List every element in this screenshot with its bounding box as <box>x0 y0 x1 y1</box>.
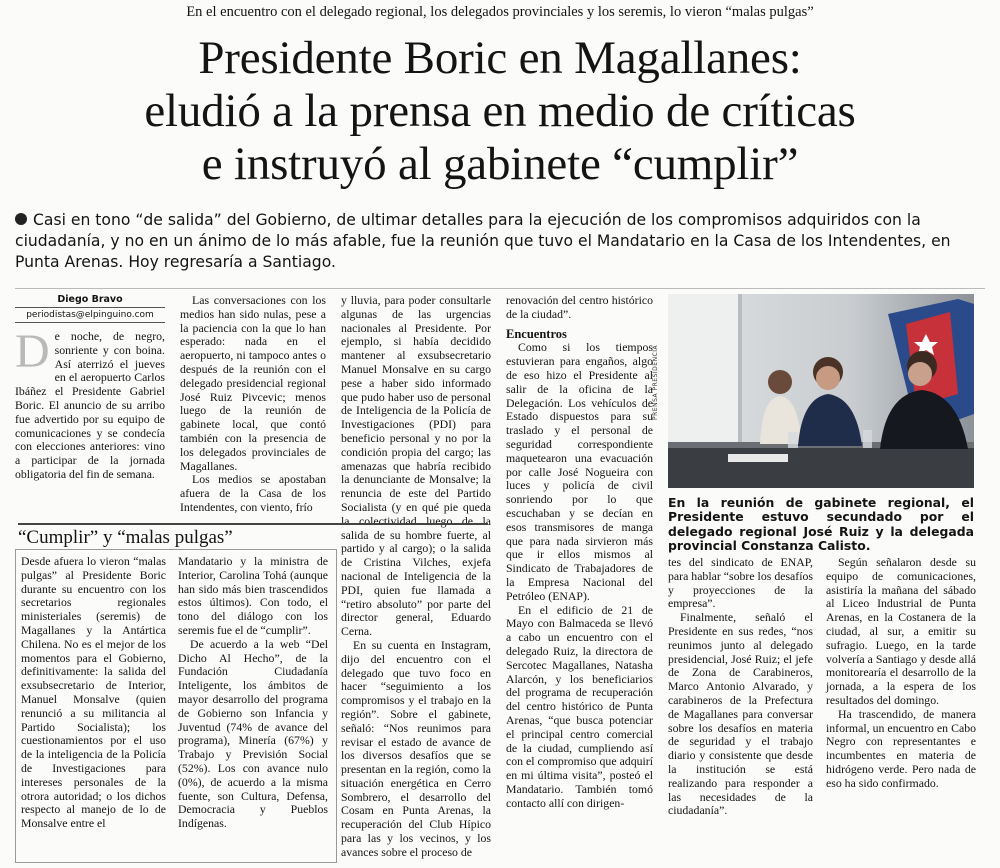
headline-line-3: e instruyó al gabinete “cumplir” <box>201 138 799 190</box>
col2-paragraph-2: Los medios se apostaban afuera de la Casa de los Intendentes, con viento, frío <box>180 472 326 514</box>
box-right-paragraph-1: Mandatario y la ministra de Interior, Carolina Tohá (aunque han sido más bien trascendidos estos últimos). Con todo, el tono del diálogo con los seremis fue el de “cumplir”. <box>178 554 328 637</box>
col4-paragraph-1: renovación del centro histórico de la ciudad”. <box>506 293 653 321</box>
section-divider <box>15 288 985 289</box>
headline-line-2: eludió a la prensa en medio de críticas <box>144 85 856 137</box>
drop-cap: D <box>15 325 50 378</box>
box-column-left <box>21 555 166 831</box>
lead-paragraph <box>15 210 985 273</box>
kicker: En el encuentro con el delegado regional, los delegados provinciales y los seremis, lo vieron “malas pulgas” <box>186 4 814 20</box>
lead-text: Casi en tono “de salida” del Gobierno, de ultimar detalles para la ejecución de los compromisos adquiridos con la ciudadanía, y no en un ánimo de lo más afable, fue la reunión que tuvo el Mandatario en la Casa de los Intendentes, en Punta Arenas. Hoy regresaría a Santiago. <box>15 211 951 271</box>
column-5 <box>668 556 813 818</box>
photo-credit: PRENSA PRESIDENCIA <box>652 344 659 420</box>
subhead-encuentros: Encuentros <box>506 326 567 341</box>
col5-paragraph-2: Finalmente, señaló el Presidente en sus redes, “nos reunimos junto al delegado presidencial, José Ruiz; el jefe de Zona de Carabineros, Marco Antonio Alvarado, y carabineros de la Prefectura de Magallanes para conversar sobre los desafíos en materia de seguridad y el trabajo diario y consistente que desde la institución se está realizando para responder a las necesidades de la ciudadanía”. <box>668 610 813 818</box>
photo-gabinete <box>668 294 974 488</box>
col6-paragraph-2: Ha trascendido, de manera informal, un encuentro en Cabo Negro con representantes e incumbentes en materia de hidrógeno verde. Pero nada de eso ha sido confirmado. <box>826 706 976 790</box>
column-6 <box>826 556 976 791</box>
box-right-paragraph-2: De acuerdo a la web “Del Dicho Al Hecho”, de la Fundación Ciudadanía Inteligente, los ámbitos de mayor desarrollo del programa de Gobierno son Infancia y Juventud (74% de avance del programa), Minería (67%) y Trabajo y Previsión Social (52%). Los con avance nulo (0%), de acuerdo a la misma fuente, son Cultura, Defensa, Democracia y Pueblos Indígenas. <box>178 636 328 831</box>
box-title: “Cumplir” y “malas pulgas” <box>18 523 488 549</box>
headline-line-1: Presidente Boric en Magallanes: <box>198 32 802 84</box>
col3-paragraph-2: En su cuenta en Instagram, dijo del encuentro con el delegado que tuvo foco en hacer “seguimiento a los compromisos y el trabajo en la región”. Sobre el gabinete, señaló: “Nos reunimos para revisar el estado de avance de los diversos desafíos que se presentan en la región, como la situación energética en Cerro Sombrero, el desarrollo del Cosam en Punta Arenas, la recuperación del Club Hípico para las y los vecinos, y los avances sobre el proceso de <box>341 637 491 859</box>
column-1 <box>15 325 165 482</box>
col6-paragraph-1: Según señalaron desde su equipo de comunicaciones, asistiría la mañana del sábado al Liceo Industrial de Punta Arenas, en la Costanera de la ciudad, al sur, a emitir su sufragio. Luego, en la tarde volvería a Santiago y desde allá monitorearía el desarrollo de la jornada, a la espera de los resultados del domingo. <box>826 555 976 707</box>
col4-paragraph-2: Como si los tiempos estuvieran para engaños, algo de eso hizo el Presidente al salir de la oficina de la Delegación. Los vehículos de Estado dispuestos para su traslado y el personal de seguridad correspondiente maquetearon una evacuación por calle José Nogueira con luces y policía de civil sonriendo por lo que escuchaban y se decían en esos transmisores de manga que para nada sirvieron más que ir ellos mismos al Sindicato de Trabajadores de la Empresa Nacional del Petróleo (ENAP). <box>506 340 653 603</box>
col4-paragraph-3: En el edificio de 21 de Mayo con Balmaceda se llevó a cabo un encuentro con el delegado Ruiz, la directora de Sercotec Magallanes, Natasha Alarcón, y los beneficiarios del programa de recuperación del centro histórico de Punta Arenas, “que busca potenciar el principal centro comercial de la ciudad, cumpliendo así con el compromiso que adquirí en mi última visita”, posteó el Mandatario. También tomó contacto allí con dirigen- <box>506 602 653 810</box>
photo-caption: En la reunión de gabinete regional, el Presidente estuvo secundado por el delegado regional José Ruiz y la delegada provincial Constanza Calisto. <box>668 495 974 554</box>
col2-paragraph-1: Las conversaciones con los medios han sido nulas, pese a la paciencia con la que lo han esperado: nada en el aeropuerto, ni tampoco antes o después de la reunión con el delegado presidencial regional José Ruiz Pivcevic; menos luego de la reunión de gabinete local, que contó también con la presencia de los delegados provinciales de Magallanes. <box>180 293 326 473</box>
photo-illustration <box>668 294 974 488</box>
col5-paragraph-1: tes del sindicato de ENAP, para hablar “sobre los desafíos y proyecciones de la empresa”. <box>668 555 813 611</box>
box-column-right <box>178 555 328 831</box>
bullet-icon <box>15 213 27 225</box>
author-name: Diego Bravo <box>15 294 165 308</box>
byline <box>15 294 165 323</box>
column-4 <box>506 294 653 810</box>
author-email: periodistas@elpinguino.com <box>15 308 165 323</box>
box-left-paragraph: Desde afuera lo vieron “malas pulgas” al Presidente Boric durante su encuentro con los secretarios regionales ministeriales (seremis) de Magallanes y la Antártica Chilena. No es el mejor de los momentos para el Gobierno, definitivamente: la salida del exsubsecretario de Interior, Manuel Monsalve (quien renunció a su militancia al Partido Socialista); los cuestionamientos por el uso de la inteligencia de la Policía de Investigaciones para intereses personales de la otrora autoridad; o los dichos respecto al manejo de lo de Monsalve entre el <box>21 554 166 831</box>
col1-paragraph-1: e noche, de negro, sonriente y con boina. Así aterrizó el jueves en el aeropuerto Carlos Ibáñez el Presidente Gabriel Boric. El anuncio de su arribo fue advertido por su equipo de comunicaciones y se condecía con elecciones anteriores: vino a participar de la jornada obligatoria del fin de semana. <box>15 329 165 481</box>
column-3 <box>341 294 491 860</box>
column-2 <box>180 294 326 515</box>
headline <box>0 32 1000 191</box>
col3-paragraph-1: y lluvia, para poder consultarle algunas de las urgencias nacionales al Presidente. Por ejemplo, si había decidido mantener al exsubsecretario Manuel Monsalve en su cargo pese a haber sido informado que pudo haber uso de personal de Inteligencia de la Policía de Investigaciones (PDI) para beneficio personal y no por la condición propia del cargo; las amenazas que habría recibido la denunciante de Monsalve; la renuncia de este del Partido Socialista (y en qué pie queda la colectividad luego de la salida de su hombre fuerte, al partido y al cargo); o la salida de Cristina Vilches, exjefa nacional de Inteligencia de la PDI, quien fue llamada a “retiro absoluto” por parte del director general, Eduardo Cerna. <box>341 293 491 639</box>
